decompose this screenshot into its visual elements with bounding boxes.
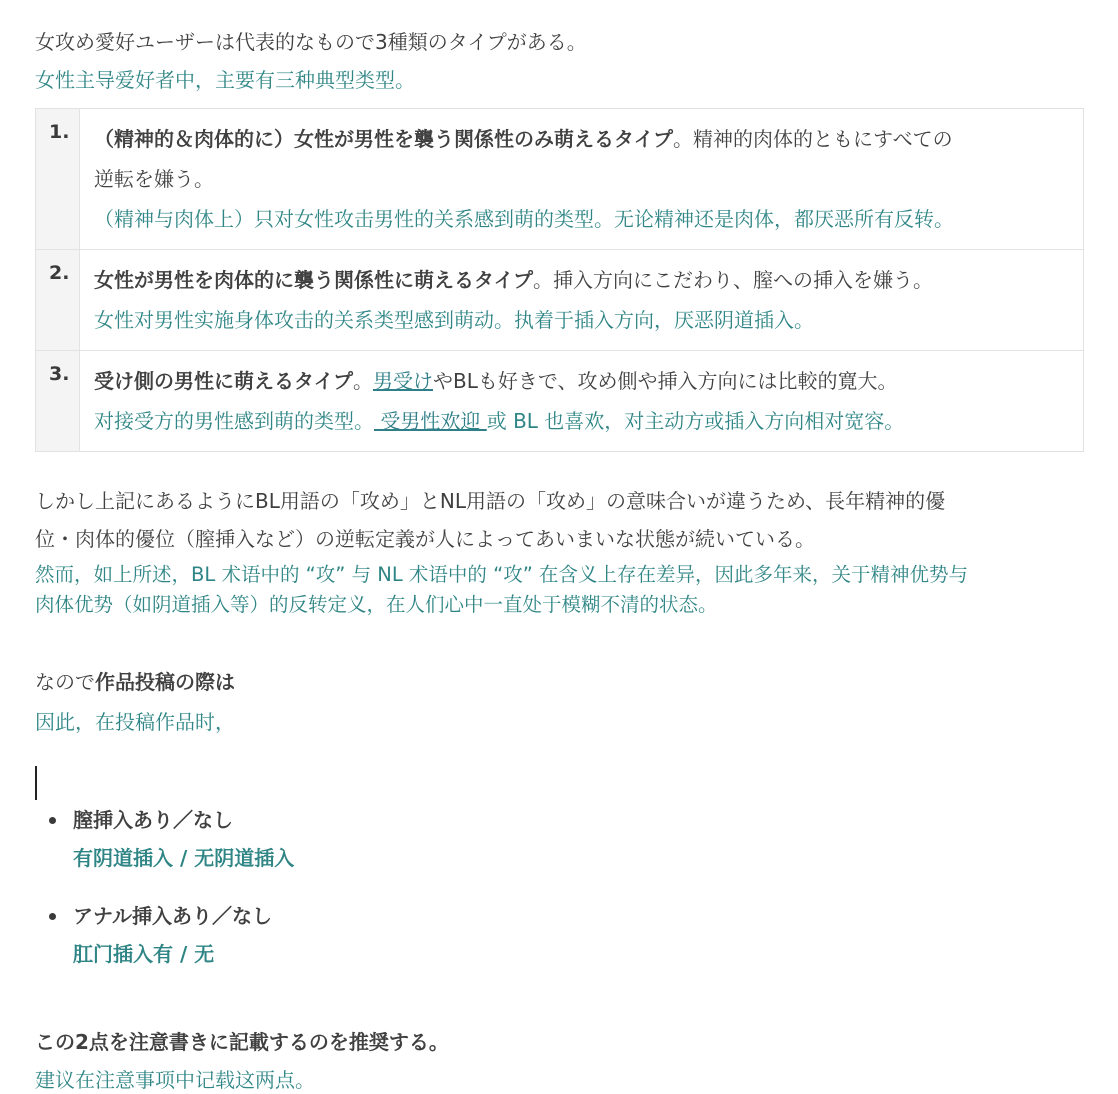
section2-zh-line2: 肉体优势（如阴道插入等）的反转定义，在人们心中一直处于模糊不清的状态。: [35, 593, 718, 616]
naode-jp-pre: なので: [35, 670, 95, 694]
type-zh: 女性对男性实施身体攻击的关系类型感到萌动。执着于插入方向，厌恶阴道插入。: [94, 308, 814, 332]
row-number: 1.: [36, 109, 80, 250]
type-zh-rest: 或 BL 也喜欢，对主动方或插入方向相对宽容。: [486, 409, 905, 433]
row-content: [80, 351, 1084, 452]
type-jp-rest: 。精神的肉体的ともにすべての: [673, 127, 953, 151]
type-jp-bold: 受け側の男性に萌えるタイプ: [94, 369, 353, 393]
type-jp-bold: 女性が男性を肉体的に襲う関係性に萌えるタイプ: [94, 268, 533, 292]
row-content: [80, 109, 1084, 250]
text-cursor: [35, 766, 37, 800]
row-number: 3.: [36, 351, 80, 452]
bullet-zh: 肛门插入有 / 无: [73, 942, 215, 966]
naode-jp: [35, 668, 1084, 696]
list-item: [35, 804, 1084, 880]
table-row: [36, 351, 1084, 452]
section2-zh-line1: 然而，如上所述，BL 术语中的 “攻” 与 NL 术语中的 “攻” 在含义上存在差异，因此多年来，关于精神优势与: [35, 563, 968, 586]
uke-male-link[interactable]: 受男性欢迎: [374, 409, 487, 433]
bullet-dot-icon: [49, 913, 56, 920]
bullet-jp: 膣挿入あり／なし: [73, 808, 233, 832]
type-jp-line: [94, 361, 1069, 401]
type-jp-bold: （精神的＆肉体的に）女性が男性を襲う関係性のみ萌えるタイプ: [94, 127, 673, 151]
section2-jp: [35, 482, 1084, 558]
type-zh-pre: 对接受方的男性感到萌的类型。: [94, 409, 374, 433]
type-jp-line2: 逆転を嫌う。: [94, 167, 214, 191]
recommend-jp: この2点を注意書きに記載するのを推奨する。: [35, 1030, 449, 1054]
type-jp-line: [94, 260, 1069, 300]
section2-jp-line2: 位・肉体的優位（膣挿入など）の逆転定義が人によってあいまいな状態が続いている。: [35, 527, 815, 551]
intro-jp: 女攻め愛好ユーザーは代表的なもので3種類のタイプがある。: [35, 30, 587, 54]
type-jp-rest: やBLも好きで、攻め側や挿入方向には比較的寛大。: [433, 369, 898, 393]
list-item: [35, 900, 1084, 976]
type-jp-mid: 。: [353, 369, 373, 393]
type-zh: （精神与肉体上）只对女性攻击男性的关系感到萌的类型。无论精神还是肉体，都厌恶所有反转。: [94, 207, 954, 231]
type-jp-rest: 。挿入方向にこだわり、膣への挿入を嫌う。: [533, 268, 933, 292]
row-content: [80, 250, 1084, 351]
intro-zh: 女性主导爱好者中，主要有三种典型类型。: [35, 68, 415, 92]
section2-zh: [35, 560, 1084, 620]
table-row: [36, 109, 1084, 250]
table-row: [36, 250, 1084, 351]
bullet-dot-icon: [49, 817, 56, 824]
bullet-jp: アナル挿入あり／なし: [73, 904, 272, 928]
bullet-list: [35, 804, 1084, 976]
types-table: [35, 108, 1084, 452]
otoko-uke-link[interactable]: 男受け: [373, 369, 433, 393]
row-number: 2.: [36, 250, 80, 351]
bullet-zh: 有阴道插入 / 无阴道插入: [73, 846, 295, 870]
type-zh: [94, 401, 1069, 441]
recommend-zh: 建议在注意事项中记载这两点。: [35, 1068, 315, 1092]
type-jp-line: [94, 119, 1069, 159]
section2-jp-line1: しかし上記にあるようにBL用語の「攻め」とNL用語の「攻め」の意味合いが違うため、長年精神的優: [35, 489, 946, 513]
naode-zh: 因此，在投稿作品时，: [35, 710, 235, 734]
naode-jp-bold: 作品投稿の際は: [95, 670, 235, 694]
